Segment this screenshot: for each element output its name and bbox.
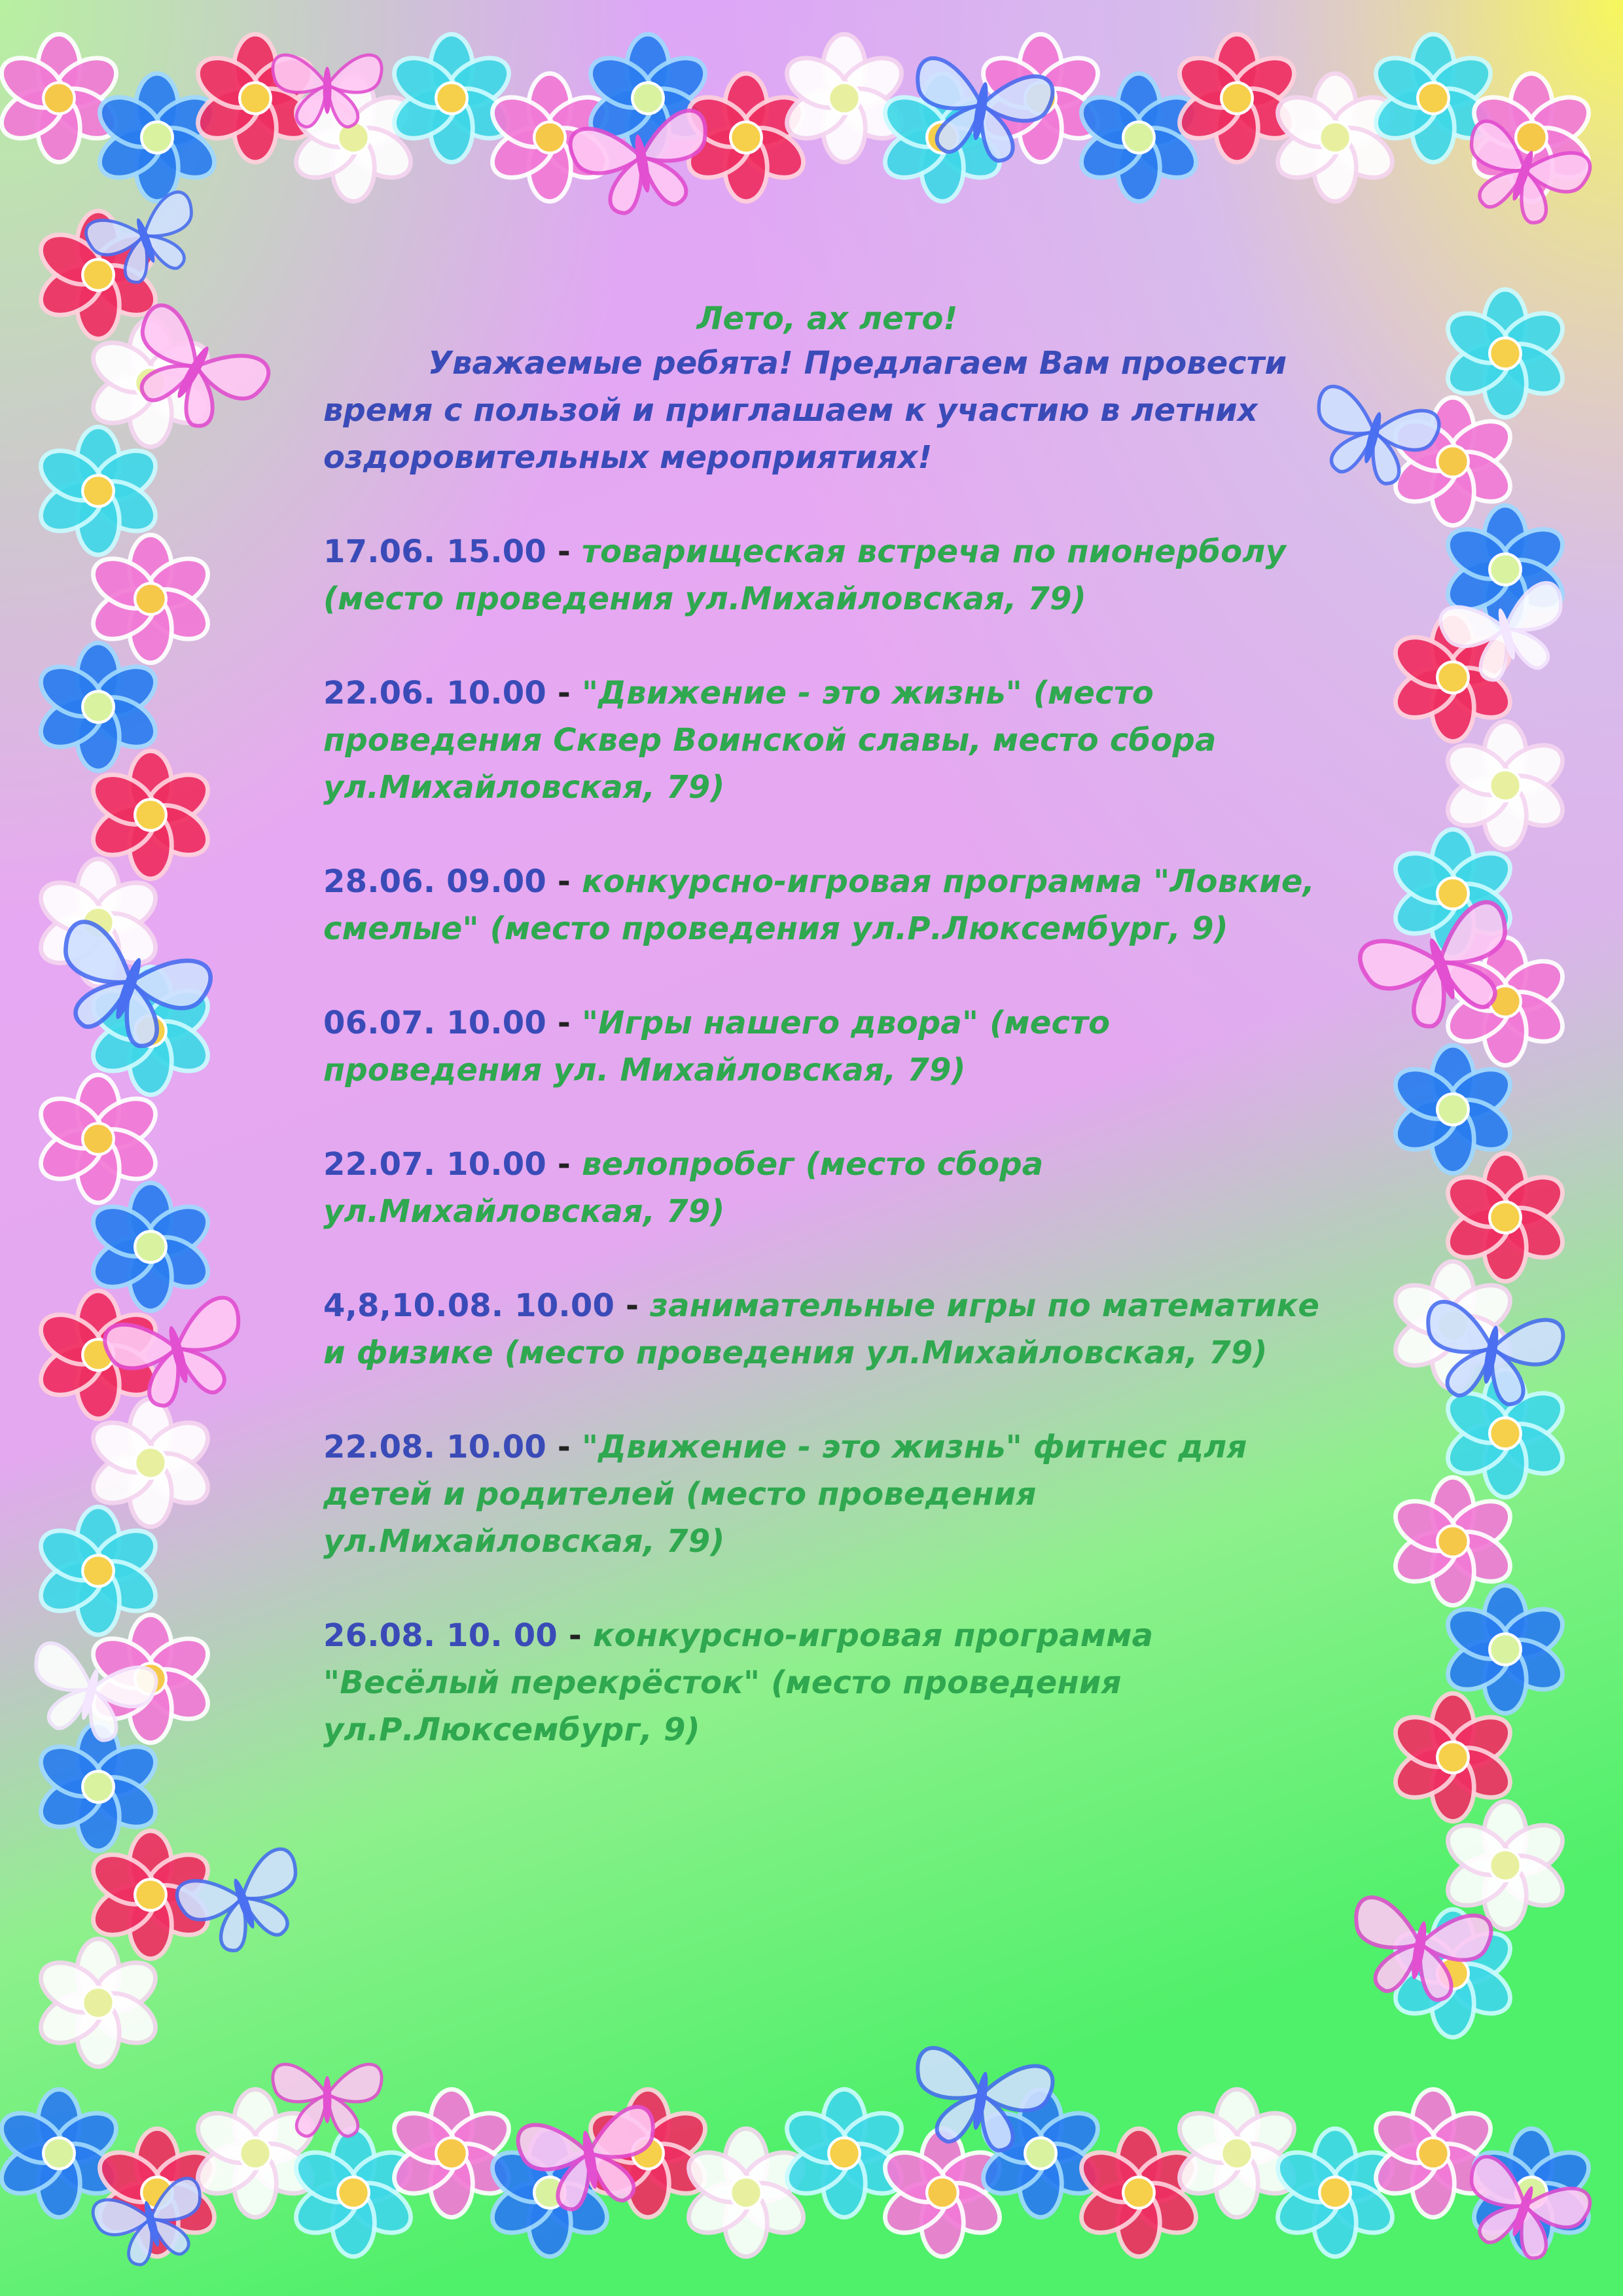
pink-butterfly-icon	[101, 1295, 256, 1417]
event-separator: -	[557, 1617, 593, 1654]
blue-flower-icon	[91, 73, 223, 202]
poster-content	[323, 298, 1331, 1801]
event-description: "Движение - это жизнь" (место проведения Сквер Воинской славы, место сбора ул.Михайловская, 79)	[323, 675, 1217, 806]
event-separator: -	[546, 863, 582, 900]
blue-flower-icon	[1073, 73, 1205, 202]
event-list	[323, 528, 1331, 1753]
white-flower-icon	[1171, 2089, 1303, 2217]
event-item	[323, 670, 1331, 811]
event-date: 06.07. 10.00	[323, 1005, 547, 1041]
red-flower-icon	[189, 34, 321, 162]
event-separator: -	[546, 1146, 582, 1183]
event-date: 28.06. 09.00	[323, 863, 547, 900]
event-item	[323, 1612, 1331, 1753]
white-flower-icon	[680, 2128, 812, 2257]
event-separator: -	[546, 675, 582, 711]
event-description: товарищеская встреча по пионерболу (место проведения ул.Михайловская, 79)	[323, 533, 1287, 617]
event-date: 22.07. 10.00	[323, 1146, 547, 1183]
event-separator: -	[615, 1287, 651, 1324]
event-item	[323, 528, 1331, 622]
cyan-flower-icon	[778, 2089, 910, 2217]
cyan-flower-icon	[287, 2128, 419, 2257]
event-separator: -	[546, 533, 582, 570]
white-flower-icon	[778, 34, 910, 162]
red-flower-icon	[1171, 34, 1303, 162]
pink-flower-icon	[1367, 2089, 1499, 2217]
event-date: 26.08. 10. 00	[323, 1617, 558, 1654]
white-flower-icon	[189, 2089, 321, 2217]
event-description: "Движение - это жизнь" фитнес для детей и родителей (место проведения ул.Михайловская, 79)	[323, 1429, 1247, 1560]
event-description: "Игры нашего двора" (место проведения ул. Михайловская, 79)	[323, 1005, 1111, 1088]
intro-text: Уважаемые ребята! Предлагаем Вам провести время с пользой и приглашаем к участию в летних оздоровительных мероприятиях!	[323, 345, 1287, 476]
event-date: 22.08. 10.00	[323, 1429, 547, 1465]
event-separator: -	[546, 1429, 582, 1465]
event-item	[323, 858, 1331, 952]
event-description: конкурсно-игровая программа "Ловкие, смелые" (место проведения ул.Р.Люксембург, 9)	[323, 863, 1315, 947]
pink-flower-icon	[876, 2128, 1008, 2257]
event-date: 4,8,10.08. 10.00	[323, 1287, 615, 1324]
event-description: занимательные игры по математике и физике (место проведения ул.Михайловская, 79)	[323, 1287, 1320, 1371]
event-separator: -	[546, 1005, 582, 1041]
heading: Лето, ах лето!	[696, 300, 958, 337]
event-date: 17.06. 15.00	[323, 533, 547, 570]
white-flower-icon	[1269, 73, 1401, 202]
event-description: велопробег (место сбора ул.Михайловская, 79)	[323, 1146, 1044, 1230]
event-date: 22.06. 10.00	[323, 675, 547, 711]
event-description: конкурсно-игровая программа "Весёлый перекрёсток" (место проведения ул.Р.Люксембург, 9)	[323, 1617, 1154, 1748]
cyan-flower-icon	[1269, 2128, 1401, 2257]
event-item	[323, 1141, 1331, 1235]
red-flower-icon	[1073, 2128, 1205, 2257]
cyan-flower-icon	[385, 34, 518, 162]
event-item	[323, 1282, 1331, 1376]
event-item	[323, 999, 1331, 1094]
pink-flower-icon	[385, 2089, 518, 2217]
event-item	[323, 1424, 1331, 1565]
